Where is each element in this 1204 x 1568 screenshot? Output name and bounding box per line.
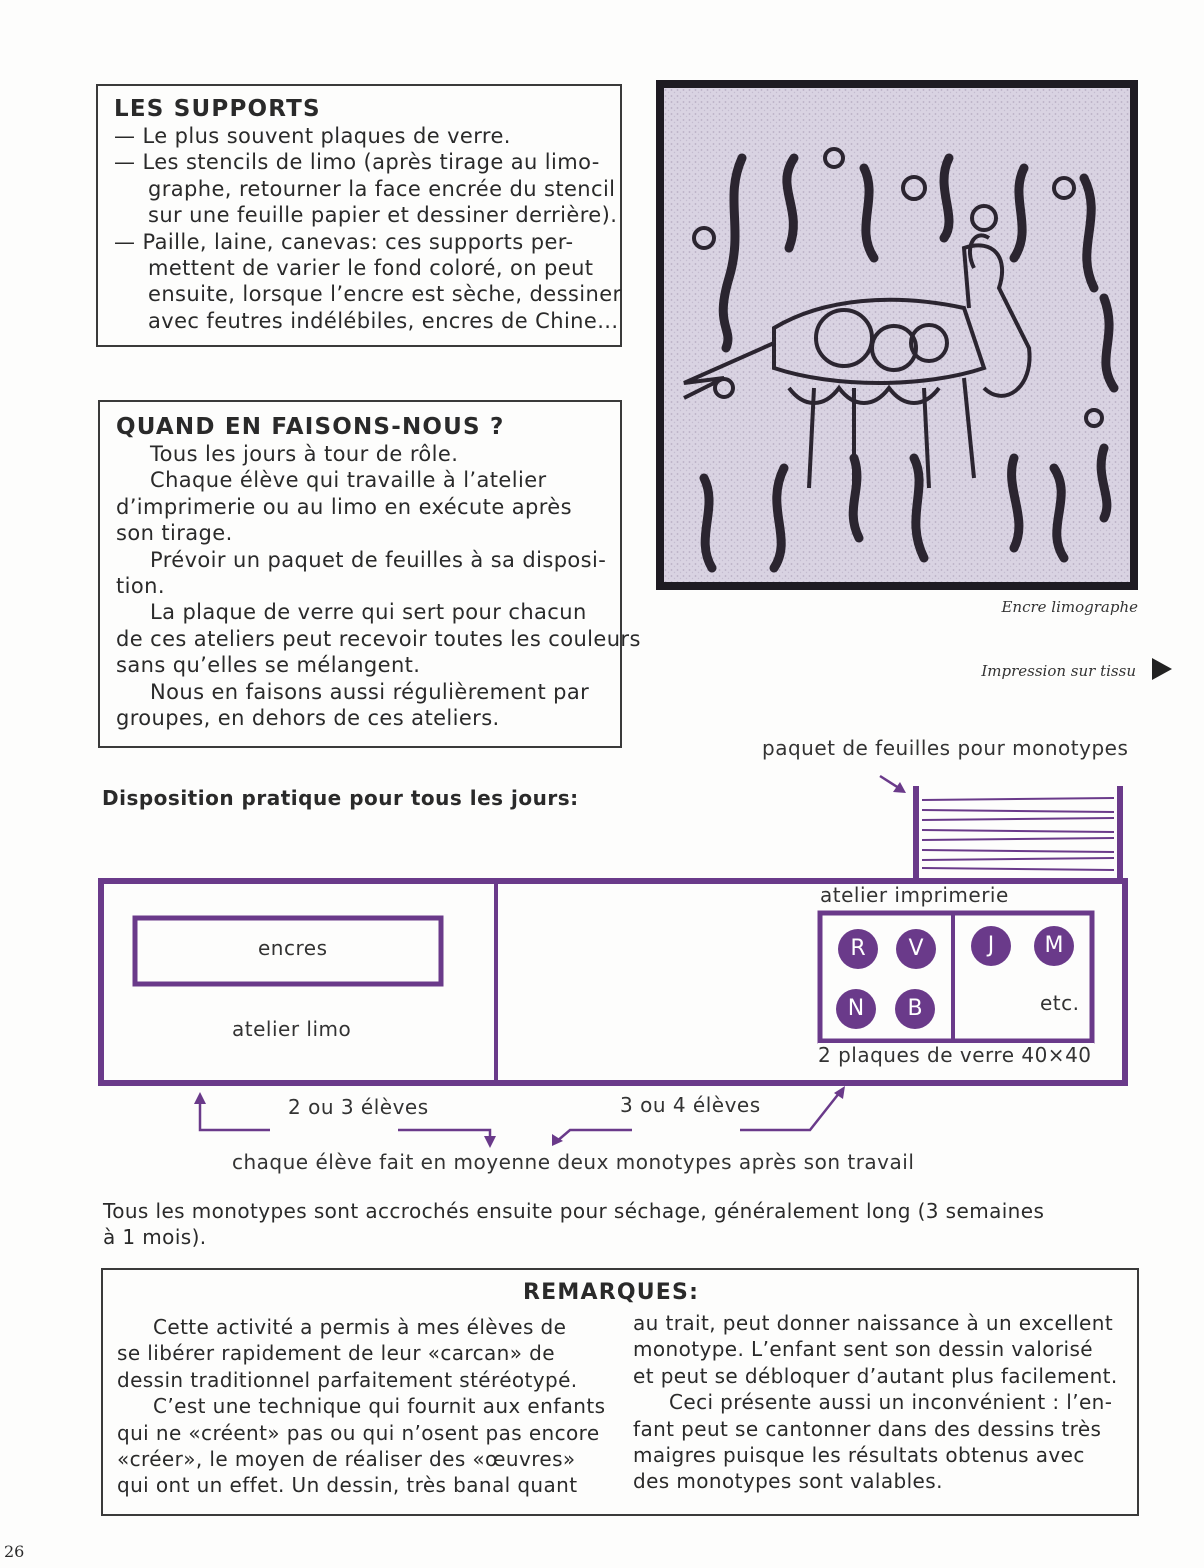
supports-line: graphe, retourner la face encrée du stencil bbox=[148, 176, 616, 201]
quand-line: tion. bbox=[116, 574, 165, 599]
remarques-right-line: Ceci présente aussi un inconvénient : l’en- bbox=[669, 1390, 1113, 1415]
remarques-left-line: qui ont un effet. Un dessin, très banal quant bbox=[117, 1473, 578, 1498]
remarques-right-line: et peut se débloquer d’autant plus facilement. bbox=[633, 1363, 1118, 1388]
quand-line: Prévoir un paquet de feuilles à sa disposi- bbox=[150, 547, 607, 572]
quand-line: Tous les jours à tour de rôle. bbox=[150, 442, 459, 466]
ink-disc-m: M bbox=[1034, 926, 1074, 966]
remarques-left-line: C’est une technique qui fournit aux enfants bbox=[153, 1394, 606, 1419]
supports-line: sur une feuille papier et dessiner derrière). bbox=[148, 203, 618, 228]
monotype-image bbox=[656, 80, 1138, 590]
quand-box bbox=[98, 400, 641, 748]
supports-box bbox=[96, 84, 622, 347]
paquet-label: paquet de feuilles pour monotypes bbox=[762, 736, 1129, 760]
remarques-title: REMARQUES: bbox=[523, 1280, 700, 1305]
quand-line: sans qu’elles se mélangent. bbox=[116, 653, 421, 678]
supports-line: avec feutres indélébiles, encres de Chine... bbox=[148, 308, 619, 333]
remarques-left-line: dessin traditionnel parfaitement stéréotypé. bbox=[117, 1367, 578, 1392]
remarques-left-line: Cette activité a permis à mes élèves de bbox=[153, 1315, 567, 1339]
remarques-right-column bbox=[633, 1310, 1118, 1495]
supports-line: — Les stencils de limo (après tirage au limo- bbox=[114, 150, 600, 175]
page-number: 26 bbox=[4, 1542, 25, 1561]
atelier-imprimerie-label: atelier imprimerie bbox=[820, 883, 1009, 907]
supports-line: — Le plus souvent plaques de verre. bbox=[114, 124, 511, 148]
sechage-line: Tous les monotypes sont accrochés ensuite pour séchage, généralement long (3 semaines bbox=[103, 1199, 1045, 1223]
encres-label: encres bbox=[258, 936, 328, 960]
monotype-drawing bbox=[664, 88, 1130, 582]
ink-disc-n: N bbox=[836, 989, 876, 1029]
figure-caption: Encre limographe bbox=[1001, 598, 1138, 616]
remarques-right-line: monotype. L’enfant sent son dessin valorisé bbox=[633, 1337, 1093, 1362]
remarques-left-line: «créer», le moyen de réaliser des «œuvres» bbox=[117, 1447, 576, 1472]
quand-line: La plaque de verre qui sert pour chacun bbox=[150, 600, 587, 625]
disposition-heading: Disposition pratique pour tous les jours: bbox=[102, 786, 579, 810]
supports-title: LES SUPPORTS bbox=[114, 96, 321, 122]
remarques-right-line: des monotypes sont valables. bbox=[633, 1469, 943, 1494]
quand-line: d’imprimerie ou au limo en exécute après bbox=[116, 494, 572, 519]
remarques-right-line: maigres puisque les résultats obtenus avec bbox=[633, 1443, 1085, 1468]
sechage-line: à 1 mois). bbox=[103, 1225, 207, 1250]
supports-line: mettent de varier le fond coloré, on peut bbox=[148, 256, 594, 281]
ink-disc-b: B bbox=[895, 989, 935, 1029]
remarques-right-line: au trait, peut donner naissance à un excellent bbox=[633, 1311, 1114, 1335]
quand-line: Chaque élève qui travaille à l’atelier bbox=[150, 468, 547, 493]
ink-disc-v: V bbox=[896, 929, 936, 969]
next-arrow-icon bbox=[1152, 658, 1172, 680]
atelier-limo-label: atelier limo bbox=[232, 1017, 352, 1041]
remarques-left-line: qui ne «créent» pas ou qui n’osent pas encore bbox=[117, 1420, 600, 1445]
eleves-imprimerie-label: 3 ou 4 élèves bbox=[620, 1093, 761, 1117]
quand-line: groupes, en dehors de ces ateliers. bbox=[116, 706, 500, 731]
etc-label: etc. bbox=[1040, 991, 1080, 1015]
eleves-limo-label: 2 ou 3 élèves bbox=[288, 1095, 429, 1119]
quand-line: son tirage. bbox=[116, 521, 233, 546]
chaque-eleve-label: chaque élève fait en moyenne deux monotypes après son travail bbox=[232, 1150, 915, 1174]
supports-line: ensuite, lorsque l’encre est sèche, dessiner bbox=[148, 282, 622, 307]
sechage-paragraph bbox=[103, 1198, 1103, 1251]
ink-disc-r: R bbox=[838, 929, 878, 969]
quand-line: Nous en faisons aussi régulièrement par bbox=[150, 679, 590, 704]
remarques-box bbox=[101, 1268, 1139, 1516]
supports-line: — Paille, laine, canevas: ces supports per- bbox=[114, 229, 574, 254]
ink-disc-j: J bbox=[971, 926, 1011, 966]
next-caption: Impression sur tissu bbox=[981, 662, 1136, 680]
remarques-right-line: fant peut se cantonner dans des dessins très bbox=[633, 1416, 1102, 1441]
remarques-left-column bbox=[117, 1314, 605, 1499]
plaques-label: 2 plaques de verre 40×40 bbox=[818, 1043, 1092, 1067]
quand-title: QUAND EN FAISONS-NOUS ? bbox=[116, 414, 505, 440]
quand-line: de ces ateliers peut recevoir toutes les couleurs bbox=[116, 626, 641, 651]
remarques-left-line: se libérer rapidement de leur «carcan» de bbox=[117, 1341, 555, 1366]
